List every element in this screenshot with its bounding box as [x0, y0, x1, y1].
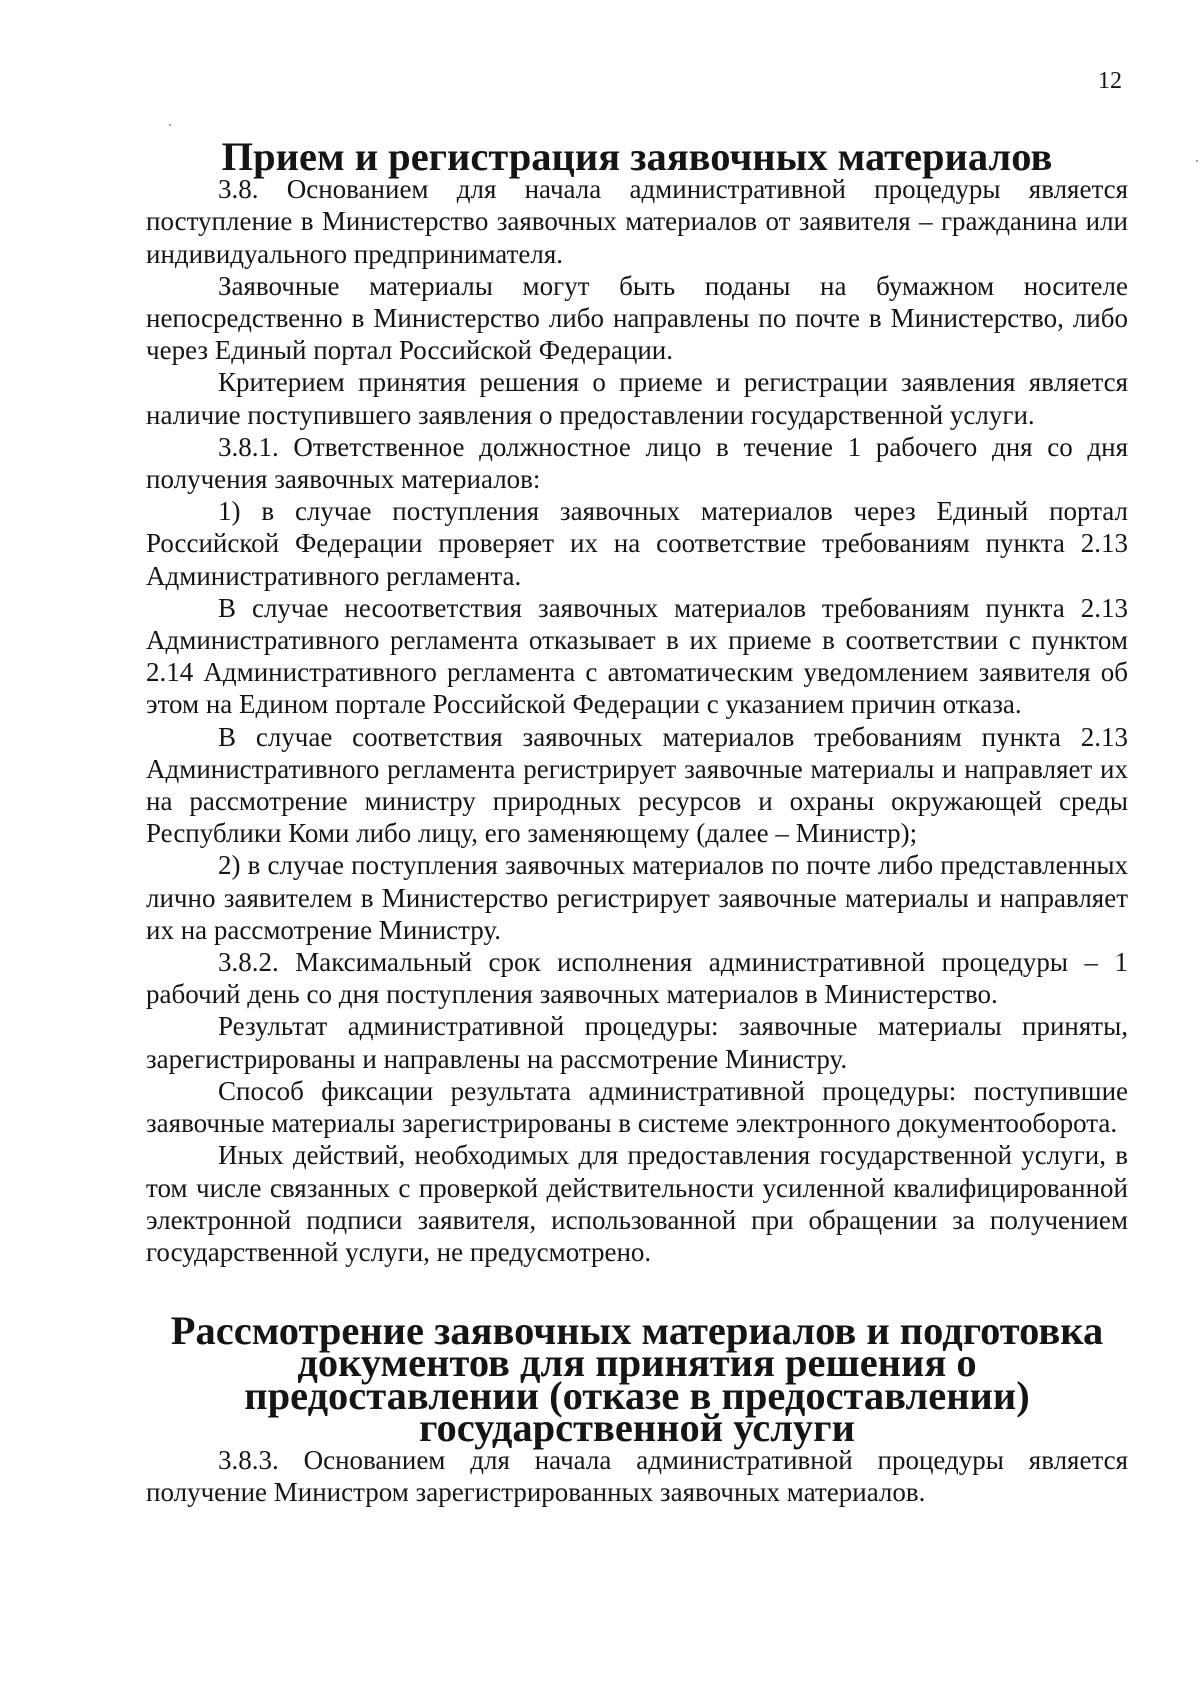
scan-speck — [1196, 160, 1198, 162]
paragraph-3-8: 3.8. Основанием для начала административной процедуры является поступление в Министерство заявочных материалов от заявителя – гражданина или индивидуального предпринимателя. — [146, 174, 1128, 269]
paragraph-conformity: В случае соответствия заявочных материалов требованиям пункта 2.13 Административного регламента регистрирует заявочные материалы и направляет их на рассмотрение министру природных ресурсов и охраны окружающей среды Республики Коми либо лицу, его заменяющему (далее – Министр); — [146, 721, 1128, 849]
document-body — [146, 134, 1128, 1508]
paragraph-nonconformity: В случае несоответствия заявочных материалов требованиям пункта 2.13 Административного регламента отказывает в их приеме в соответствии с пунктом 2.14 Административного регламента с автоматическим уведомлением заявителя об этом на Едином портале Российской Федерации с указанием причин отказа. — [146, 592, 1128, 720]
paragraph-acceptance-criterion: Критерием принятия решения о приеме и регистрации заявления является наличие поступившего заявления о предоставлении государственной услуги. — [146, 367, 1128, 430]
paragraph-other-actions: Иных действий, необходимых для предоставления государственной услуги, в том числе связанных с проверкой действительности усиленной квалифицированной электронной подписи заявителя, использованной при обращении за получением государственной услуги, не предусмотрено. — [146, 1140, 1128, 1267]
page-number: 12 — [1098, 68, 1122, 94]
paragraph-item-2-post: 2) в случае поступления заявочных материалов по почте либо представленных лично заявителем в Министерство регистрирует заявочные материалы и направляет их на рассмотрение Министру. — [146, 850, 1128, 945]
paragraph-recording-method: Способ фиксации результата административной процедуры: поступившие заявочные материалы зарегистрированы в системе электронного документооборота. — [146, 1075, 1128, 1139]
section-heading-review: Рассмотрение заявочных материалов и подготовка документов для принятия решения о предоставлении (отказе в предоставлении) государственной услуги — [170, 1308, 1104, 1450]
paragraph-3-8-1: 3.8.1. Ответственное должностное лицо в течение 1 рабочего дня со дня получения заявочных материалов: — [146, 431, 1128, 495]
paragraph-result: Результат административной процедуры: заявочные материалы приняты, зарегистрированы и направлены на рассмотрение Министру. — [146, 1011, 1128, 1074]
paragraph-item-1-portal: 1) в случае поступления заявочных материалов через Единый портал Российской Федерации проверяет их на соответствие требованиям пункта 2.13 Административного регламента. — [146, 496, 1128, 591]
paragraph-3-8-2: 3.8.2. Максимальный срок исполнения административной процедуры – 1 рабочий день со дня поступления заявочных материалов в Министерство. — [146, 947, 1128, 1010]
paragraph-submission-methods: Заявочные материалы могут быть поданы на бумажном носителе непосредственно в Министерство либо направлены по почте в Министерство, либо через Единый портал Российской Федерации. — [146, 270, 1128, 366]
section-heading-reception: Прием и регистрация заявочных материалов — [221, 134, 1053, 179]
scan-speck — [169, 124, 171, 126]
paragraph-3-8-3: 3.8.3. Основанием для начала административной процедуры является получение Министром зарегистрированных заявочных материалов. — [146, 1444, 1128, 1508]
